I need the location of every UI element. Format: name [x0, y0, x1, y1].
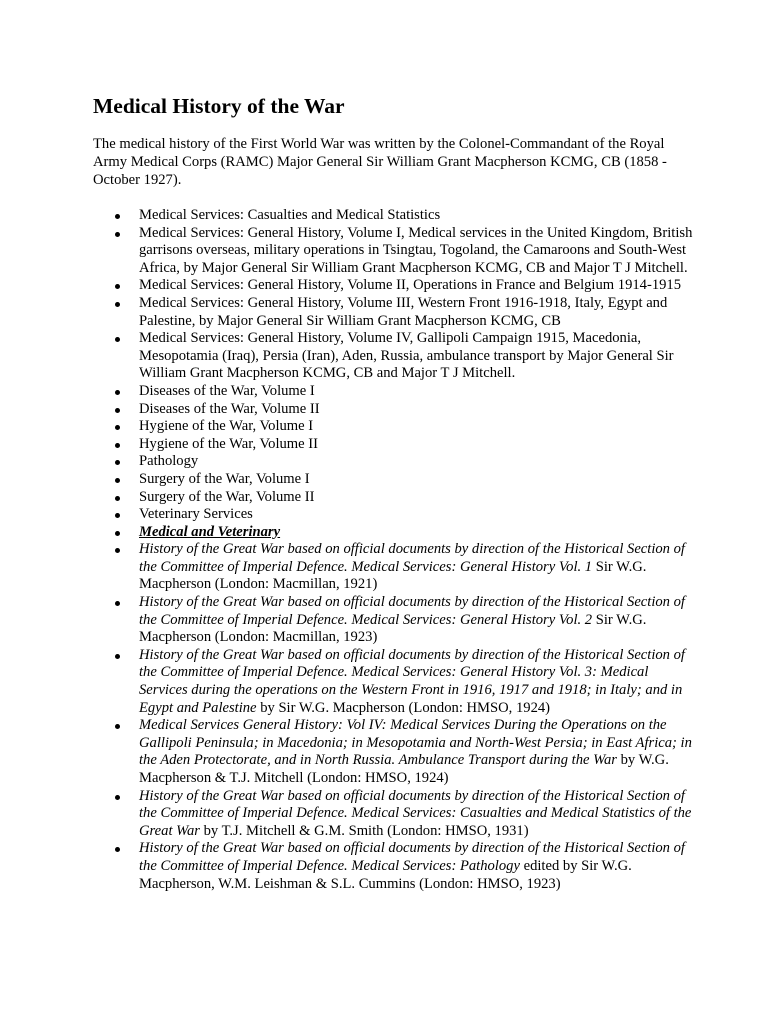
list-item [93, 788, 693, 841]
bullet-icon [115, 548, 120, 553]
bullet-icon [115, 531, 120, 536]
list-item-text: Diseases of the War, Volume I [139, 382, 315, 399]
list-item [93, 524, 693, 542]
list-item [93, 418, 693, 436]
bullet-icon [115, 478, 120, 483]
citation-title: History of the Great War based on official documents by direction of the Historical Section of the Committee of Imperial Defence. Medical Services: General History Vol. 2 [139, 594, 685, 628]
list-item [93, 471, 693, 489]
bullet-icon [115, 460, 120, 465]
bullet-icon [115, 654, 120, 659]
list-item [93, 330, 693, 383]
list-item-text: Medical Services: General History, Volume IV, Gallipoli Campaign 1915, Macedonia, Mesopotamia (Iraq), Persia (Iran), Aden, Russia, ambulance transport by Major General Sir William Grant Macpherson KCMG, CB and Major T J Mitchell. [139, 330, 674, 382]
intro-paragraph: The medical history of the First World War was written by the Colonel-Commandant of the Royal Army Medical Corps (RAMC) Major General Sir William Grant Macpherson KCMG, CB (1858 - October 1927). [93, 136, 667, 188]
list-item [93, 717, 693, 787]
bullet-icon [115, 443, 120, 448]
list-item [93, 541, 693, 594]
list-item-text: Hygiene of the War, Volume II [139, 435, 318, 452]
list-item [93, 594, 693, 647]
list-item-text: Veterinary Services [139, 506, 253, 523]
list-item-text: Medical Services: General History, Volume II, Operations in France and Belgium 1914-1915 [139, 277, 682, 294]
citation-title: History of the Great War based on official documents by direction of the Historical Section of the Committee of Imperial Defence. Medical Services: Casualties and Medical Statistics of the Great War [139, 787, 692, 839]
list-item [93, 506, 693, 524]
bullet-icon [115, 425, 120, 430]
list-item [93, 840, 693, 893]
section-heading: Medical and Veterinary [139, 523, 281, 540]
list-item [93, 453, 693, 471]
bullet-list [93, 207, 693, 893]
list-item [93, 489, 693, 507]
bullet-icon [115, 302, 120, 307]
citation-details: by Sir W.G. Macpherson (London: HMSO, 1924) [256, 699, 551, 716]
bullet-icon [115, 337, 120, 342]
citation-title: History of the Great War based on official documents by direction of the Historical Section of the Committee of Imperial Defence. Medical Services: General History Vol. 3: Medical Services during the operations on the Western Front in 1916, 1917 and 1918; in Italy; and in Egypt and Palestine [139, 646, 685, 716]
list-item-text: Pathology [139, 453, 199, 470]
list-item [93, 225, 693, 278]
page-title: Medical History of the War [93, 94, 345, 118]
list-item-text: Medical Services: General History, Volume III, Western Front 1916-1918, Italy, Egypt and Palestine, by Major General Sir William Grant Macpherson KCMG, CB [139, 294, 668, 329]
bullet-icon [115, 390, 120, 395]
list-item [93, 436, 693, 454]
list-item [93, 295, 693, 330]
citation-title: History of the Great War based on official documents by direction of the Historical Section of the Committee of Imperial Defence. Medical Services: Pathology [139, 840, 685, 874]
list-item-text: Surgery of the War, Volume II [139, 488, 315, 505]
citation-details: Sir W.G. Macpherson (London: Macmillan, 1921) [139, 558, 647, 593]
bullet-icon [115, 847, 120, 852]
list-item [93, 401, 693, 419]
bullet-icon [115, 214, 120, 219]
list-item-text: Surgery of the War, Volume I [139, 470, 310, 487]
list-item [93, 647, 693, 717]
list-item-text: Hygiene of the War, Volume I [139, 418, 314, 435]
list-item [93, 383, 693, 401]
bullet-icon [115, 496, 120, 501]
bullet-icon [115, 601, 120, 606]
list-item-text: Diseases of the War, Volume II [139, 400, 320, 417]
list-item-text: Medical Services: General History, Volume I, Medical services in the United Kingdom, British garrisons overseas, military operations in Tsingtau, Togoland, the Camaroons and South-West Africa, by Major General Sir William Grant Macpherson KCMG, CB and Major T J Mitchell. [139, 224, 693, 276]
bullet-icon [115, 284, 120, 289]
citation-details: by W.G. Macpherson & T.J. Mitchell (London: HMSO, 1924) [139, 752, 669, 786]
list-item-text: Medical Services: Casualties and Medical Statistics [139, 207, 441, 223]
citation-details: edited by Sir W.G. Macpherson, W.M. Leishman & S.L. Cummins (London: HMSO, 1923) [139, 857, 632, 892]
citation-details: Sir W.G. Macpherson (London: Macmillan, 1923) [139, 611, 647, 646]
bullet-icon [115, 513, 120, 518]
list-item [93, 277, 693, 295]
citation-title: History of the Great War based on official documents by direction of the Historical Section of the Committee of Imperial Defence. Medical Services: General History Vol. 1 [139, 541, 685, 575]
bullet-icon [115, 724, 120, 729]
citation-title: Medical Services General History: Vol IV: Medical Services During the Operations on the Gallipoli Peninsula; in Macedonia; in Mesopotamia and North-West Persia; in East Africa; in the Aden Protectorate, and in North Russia. Ambulance Transport during the War [139, 717, 692, 769]
bullet-icon [115, 795, 120, 800]
bullet-icon [115, 232, 120, 237]
citation-details: by T.J. Mitchell & G.M. Smith (London: HMSO, 1931) [199, 822, 529, 839]
list-item [93, 207, 693, 225]
bullet-icon [115, 408, 120, 413]
